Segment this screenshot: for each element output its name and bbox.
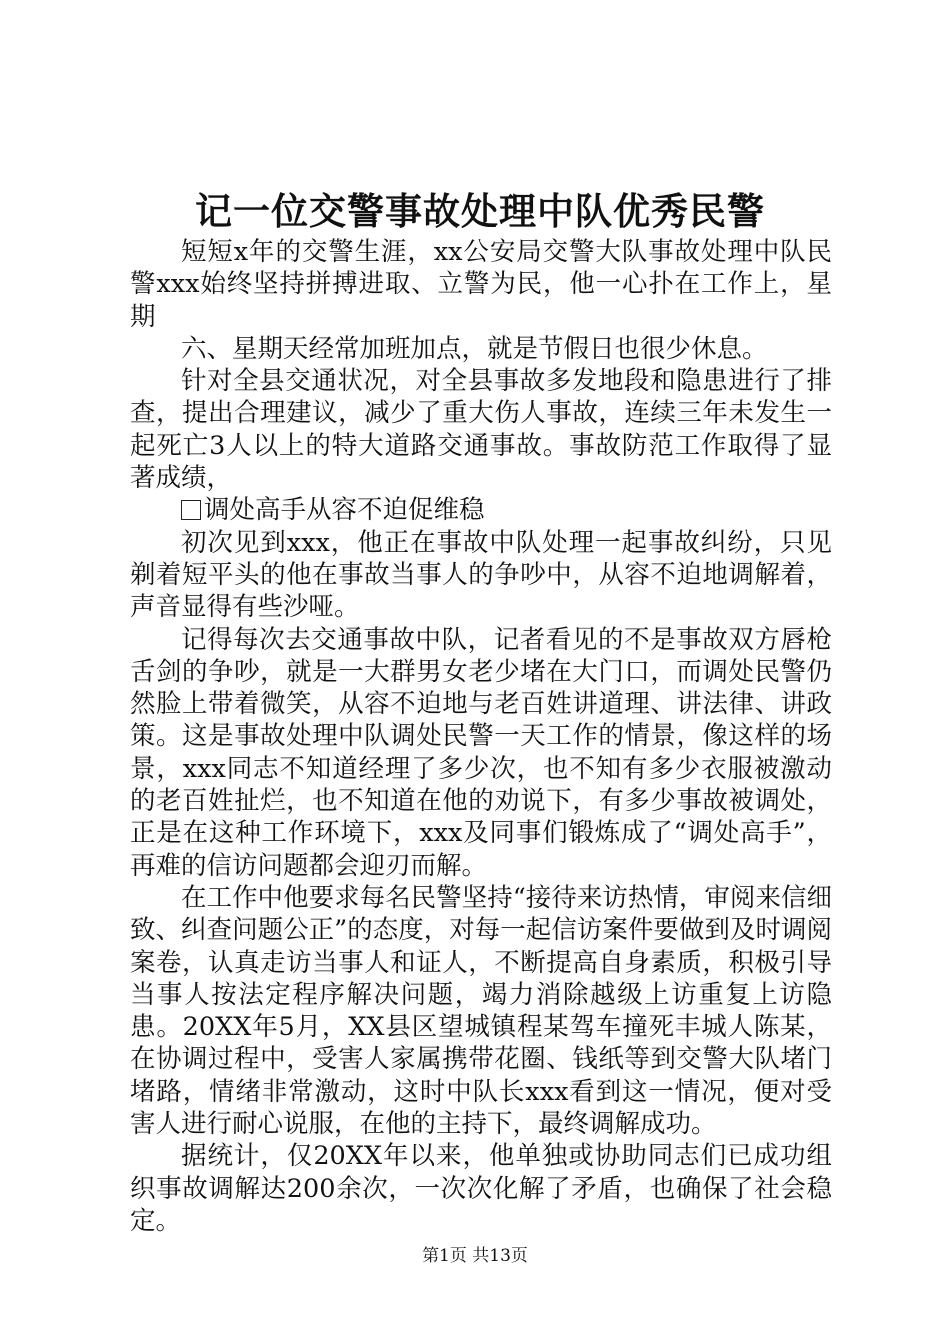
section-heading-text: 调处高手从容不迫促维稳: [204, 495, 485, 526]
paragraph-4: 初次见到xxx，他正在事故中队处理一起事故纠纷，只见剃着短平头的他在事故当事人的争吵中，从容不迫地调解着，声音显得有些沙哑。: [130, 527, 832, 623]
paragraph-2: 六、星期天经常加班加点，就是节假日也很少休息。: [181, 333, 768, 364]
page-footer: 第1页 共13页: [422, 1246, 528, 1266]
paragraph-5: 记得每次去交通事故中队，记者看见的不是事故双方唇枪舌剑的争吵，就是一大群男女老少堵在大门口，而调处民警仍然脸上带着微笑，从容不迫地与老百姓讲道理、讲法律、讲政策。这是事故处理中队调处民警一天工作的情景，像这样的场景，xxx同志不知道经理了多少次，也不知有多少衣服被激动的老百姓扯烂，也不知道在他的劝说下，有多少事故被调处，正是在这种工作环境下，xxx及同事们锻炼成了“调处高手”，再难的信访问题都会迎刃而解。: [130, 624, 832, 881]
document-body: [130, 236, 832, 1237]
paragraph-7: 据统计，仅20XX年以来，他单独或协助同志们已成功组织事故调解达200余次，一次次化解了矛盾，也确保了社会稳定。: [130, 1141, 832, 1236]
paragraph-1: 短短x年的交警生涯，xx公安局交警大队事故处理中队民警xxx始终坚持拼搏进取、立警为民，他一心扑在工作上，星期: [130, 237, 832, 332]
section-heading: [130, 494, 832, 526]
empty-square-icon: [181, 500, 201, 520]
paragraph-3: 针对全县交通状况，对全县事故多发地段和隐患进行了排查，提出合理建议，减少了重大伤人事故，连续三年未发生一起死亡3人以上的特大道路交通事故。事故防范工作取得了显著成绩，: [130, 366, 832, 494]
paragraph-6: 在工作中他要求每名民警坚持“接待来访热情，审阅来信细致、纠查问题公正”的态度，对每一起信访案件要做到及时调阅案卷，认真走访当事人和证人，不断提高自身素质，积极引导当事人按法定程序解决问题，竭力消除越级上访重复上访隐患。20XX年5月，XX县区望城镇程某驾车撞死丰城人陈某，在协调过程中，受害人家属携带花圈、钱纸等到交警大队堵门堵路，情绪非常激动，这时中队长xxx看到这一情况，便对受害人进行耐心说服，在他的主持下，最终调解成功。: [130, 882, 832, 1140]
document-title: 记一位交警事故处理中队优秀民警: [195, 189, 765, 233]
